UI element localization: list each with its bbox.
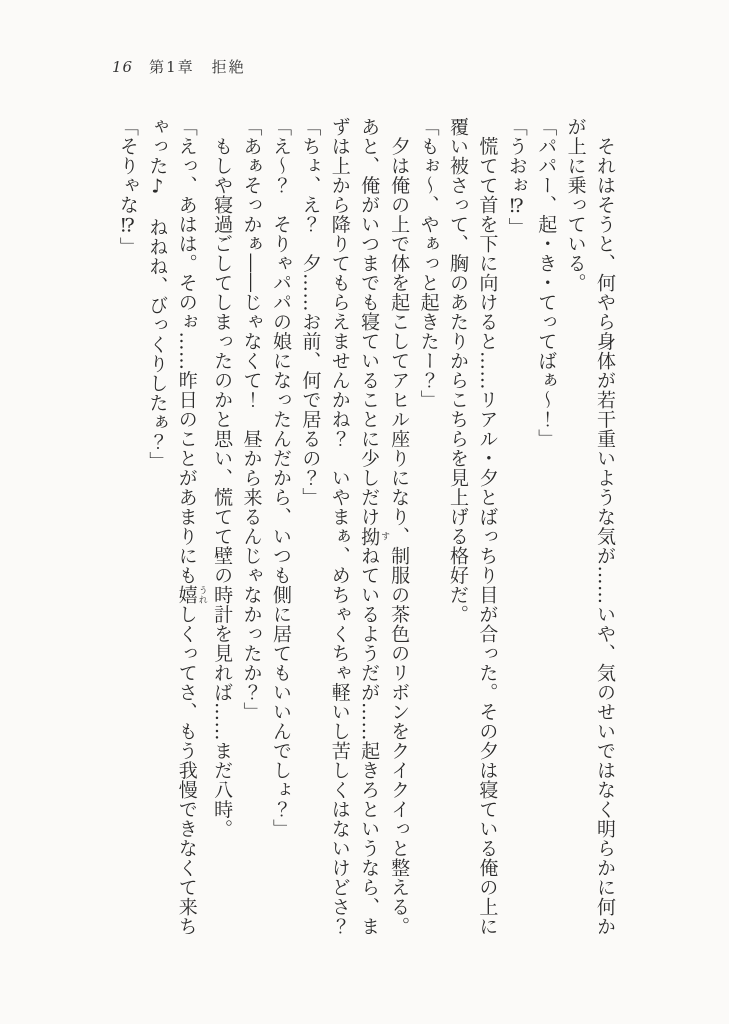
chapter-title: 第1章 拒絶 [149, 58, 246, 76]
dialogue-paragraph: 「パパー、起・き・てってばぁ〜！」 [535, 117, 558, 449]
dialogue-paragraph: 「もぉ〜、やぁっと起きたー？」 [417, 117, 440, 410]
narration-paragraph: 夕は俺の上で体を起こしてアヒル座りになり、制服の茶色のリボンをクイクイっと整える。あと、俺がいつまでも寝ていることに少しだけ拗 すねているようだが……起きろというなら、まずは上から降りてもらえませんかね？ いやまぁ、めちゃくちゃ軽いし苦しくはないけどさ？ [328, 117, 411, 936]
dialogue-paragraph: 「そりゃな⁉」 [116, 117, 139, 257]
narration-paragraph: それはそうと、何やら身体が若干重いような気が……いや、気のせいではなく明らかに何かが上に乗っている。 [564, 117, 616, 936]
ruby-annotated-kanji: 嬉 うれ [175, 585, 207, 605]
novel-text [113, 117, 620, 939]
running-head [112, 56, 246, 77]
dialogue-paragraph: 「うおぉ⁉」 [505, 117, 528, 237]
narration-paragraph: 慌てて首を下に向けると……リアル・夕とばっちり目が合った。その夕は寝ている俺の上に覆い被さって、胸のあたりからこちらを見上げる格好だ。 [446, 117, 499, 936]
ruby-annotated-kanji: 拗 す [358, 526, 390, 546]
dialogue-paragraph: 「え〜？ そりゃパパの娘になったんだから、いつも側に居てもいいんでしょ？」 [269, 117, 292, 839]
dialogue-paragraph: 「えっ、あはは。そのぉ……昨日のことがあまりにも嬉 うれしくってさ、もう我慢できなくて来ちゃった♪ ねねね、びっくりしたぁ？」 [146, 117, 207, 936]
dialogue-paragraph: 「ちょ、え？ 夕……お前、何で居るの？」 [299, 117, 322, 507]
page-number: 16 [112, 58, 134, 76]
dialogue-paragraph: 「あぁそっかぁ――じゃなくて！ 昼から来るんじゃなかったか？」 [240, 117, 263, 722]
narration-paragraph: もしや寝過ごしてしまったのかと思い、慌てて壁の時計を見れば……まだ八時。 [211, 117, 234, 839]
